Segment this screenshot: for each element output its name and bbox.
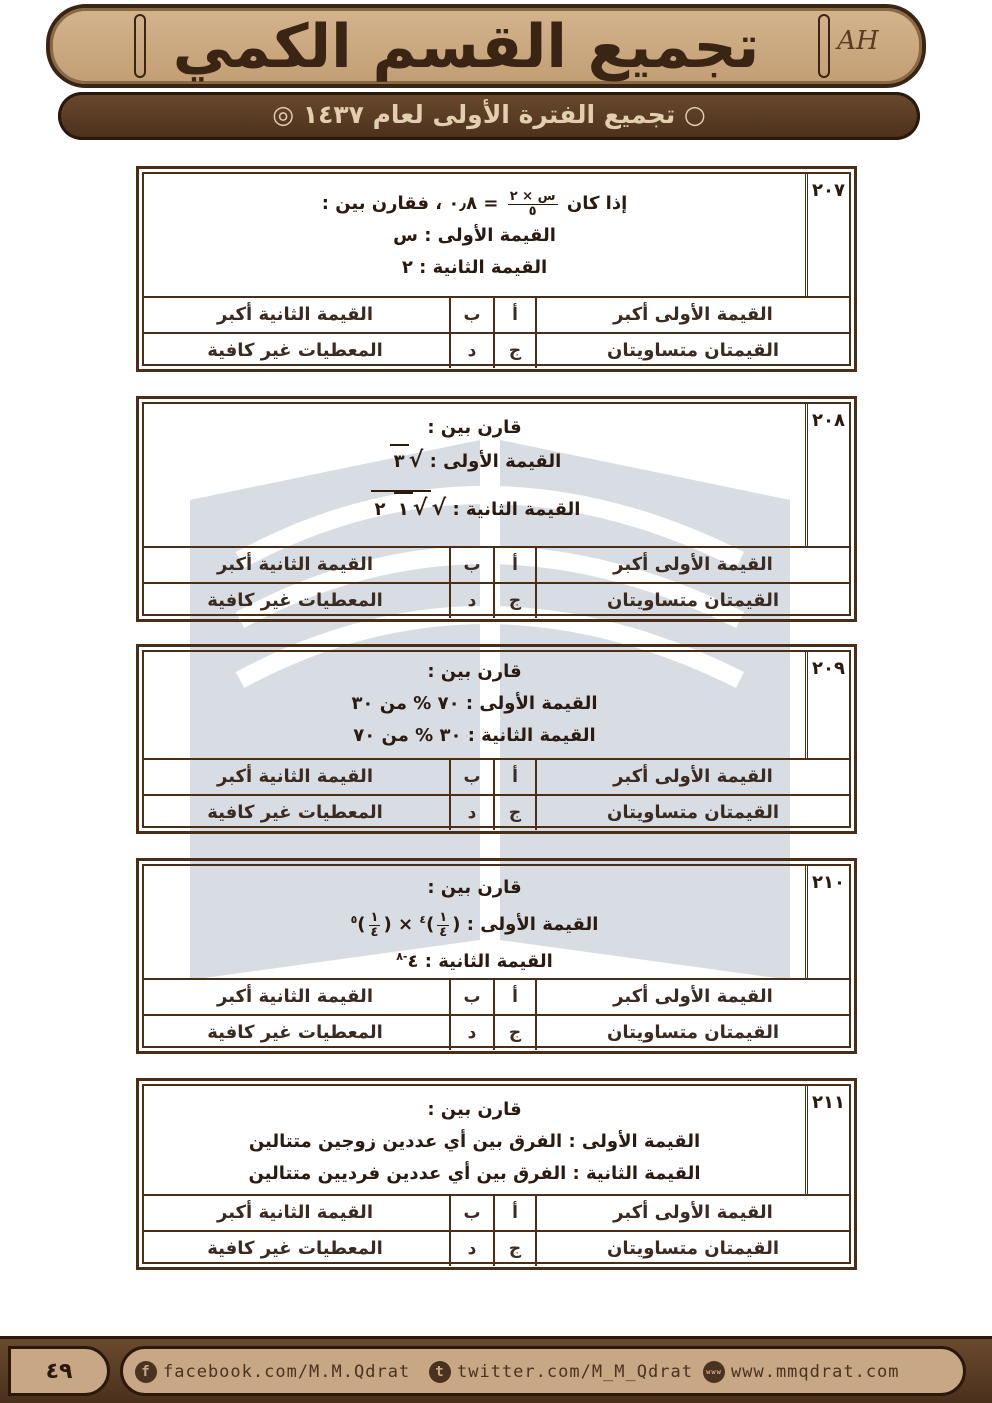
- sqrt-icon: √: [431, 496, 447, 521]
- stem-line-2: القيمة الأولى : الفرق بين أي عددين زوجين متتالين: [248, 1131, 701, 1152]
- option-d[interactable]: المعطيات غير كافية: [207, 1238, 383, 1259]
- question-frame: [142, 1084, 851, 1264]
- question-stem: [144, 1086, 805, 1196]
- option-c[interactable]: القيمتان متساويتان: [606, 1238, 780, 1259]
- option-d[interactable]: المعطيات غير كافية: [207, 802, 383, 823]
- options-row-1: [144, 296, 849, 332]
- option-c[interactable]: القيمتان متساويتان: [606, 590, 780, 611]
- header-banner: [46, 4, 926, 88]
- option-d[interactable]: المعطيات غير كافية: [207, 590, 383, 611]
- option-c-letter[interactable]: ج: [493, 1232, 537, 1266]
- options-row-2: [144, 1230, 849, 1266]
- option-a[interactable]: القيمة الأولى أكبر: [613, 986, 773, 1007]
- option-a[interactable]: القيمة الأولى أكبر: [613, 554, 773, 575]
- option-a-letter[interactable]: أ: [493, 548, 537, 582]
- social-links: [120, 1346, 966, 1396]
- fraction: $\frac{\text{س × ٢}}{٥}$: [509, 188, 556, 219]
- page-title: تجميع القسم الكمي: [172, 12, 760, 82]
- question-208: [136, 396, 857, 622]
- options-row-2: [144, 794, 849, 830]
- stem-line-3: القيمة الثانية : √√١ ٢: [144, 490, 805, 526]
- question-211: [136, 1078, 857, 1270]
- globe-icon: www: [703, 1361, 725, 1383]
- website-link[interactable]: www www.mmqdrat.com: [703, 1361, 900, 1383]
- option-d-letter[interactable]: د: [449, 796, 493, 830]
- stem-line-2: القيمة الأولى : ٧٠ % من ٣٠: [351, 693, 598, 714]
- option-a-letter[interactable]: أ: [493, 760, 537, 794]
- option-b[interactable]: القيمة الثانية أكبر: [217, 986, 373, 1007]
- option-b-letter[interactable]: ب: [449, 298, 493, 332]
- option-c-letter[interactable]: ج: [493, 584, 537, 618]
- options-row-2: [144, 332, 849, 368]
- option-a-letter[interactable]: أ: [493, 298, 537, 332]
- options-row-2: [144, 1014, 849, 1050]
- twitter-icon: t: [429, 1361, 451, 1383]
- sqrt-icon: √: [408, 448, 424, 473]
- stem-line-1: إذا كان $\frac{\text{س × ٢}}{٥}$ = ٠٫٨ ، فقارن بين :: [321, 188, 628, 219]
- page-number: ٤٩: [45, 1359, 73, 1384]
- option-a-letter[interactable]: أ: [493, 980, 537, 1014]
- question-stem: [144, 404, 805, 548]
- facebook-icon: f: [135, 1361, 157, 1383]
- question-209: [136, 644, 857, 834]
- option-d[interactable]: المعطيات غير كافية: [207, 1022, 383, 1043]
- stem-line-2: القيمة الأولى : س: [393, 225, 556, 246]
- stem-line-3: القيمة الثانية : ٢: [401, 257, 548, 278]
- option-d-letter[interactable]: د: [449, 584, 493, 618]
- option-b-letter[interactable]: ب: [449, 980, 493, 1014]
- question-stem: [144, 174, 805, 298]
- option-b-letter[interactable]: ب: [449, 548, 493, 582]
- option-b[interactable]: القيمة الثانية أكبر: [217, 304, 373, 325]
- stem-line-2: القيمة الأولى : ( $\frac{١}{٤}$ )$^٤$ × ( $\frac{١}{٤}$ )$^٥$: [350, 909, 599, 940]
- option-d-letter[interactable]: د: [449, 1232, 493, 1266]
- question-210: [136, 858, 857, 1054]
- option-c[interactable]: القيمتان متساويتان: [606, 340, 780, 361]
- stem-line-1: قارن بين :: [427, 1099, 522, 1120]
- option-c-letter[interactable]: ج: [493, 334, 537, 368]
- option-b[interactable]: القيمة الثانية أكبر: [217, 766, 373, 787]
- option-a[interactable]: القيمة الأولى أكبر: [613, 304, 773, 325]
- options-row-1: [144, 758, 849, 794]
- option-d-letter[interactable]: د: [449, 334, 493, 368]
- subtitle-banner: [58, 92, 920, 140]
- stem-line-1: قارن بين :: [427, 661, 522, 682]
- option-a[interactable]: القيمة الأولى أكبر: [613, 1202, 773, 1223]
- page-subtitle: ○ تجميع الفترة الأولى لعام ١٤٣٧ ◎: [272, 100, 706, 129]
- stem-line-1: قارن بين :: [427, 417, 522, 438]
- stem-line-1: قارن بين :: [427, 877, 522, 898]
- option-b-letter[interactable]: ب: [449, 760, 493, 794]
- options-row-2: [144, 582, 849, 618]
- option-b[interactable]: القيمة الثانية أكبر: [217, 554, 373, 575]
- fraction: $\frac{١}{٤}$: [370, 909, 379, 940]
- question-number: ٢٠٧: [805, 174, 849, 298]
- fraction: $\frac{١}{٤}$: [439, 909, 448, 940]
- stem-line-3: القيمة الثانية : $٤^{-٨}$: [396, 950, 553, 972]
- question-207: [136, 166, 857, 372]
- question-frame: [142, 402, 851, 616]
- question-number: ٢٠٨: [805, 404, 849, 548]
- sqrt-icon: √: [412, 496, 428, 521]
- page-number-badge: [8, 1346, 110, 1396]
- twitter-link[interactable]: t twitter.com/M_M_Qdrat: [429, 1361, 693, 1383]
- options-row-1: [144, 546, 849, 582]
- options-row-1: [144, 1194, 849, 1230]
- facebook-link[interactable]: f facebook.com/M.M.Qdrat: [135, 1361, 410, 1383]
- option-c[interactable]: القيمتان متساويتان: [606, 802, 780, 823]
- option-d-letter[interactable]: د: [449, 1016, 493, 1050]
- question-number: ٢١٠: [805, 866, 849, 980]
- option-a[interactable]: القيمة الأولى أكبر: [613, 766, 773, 787]
- option-d[interactable]: المعطيات غير كافية: [207, 340, 383, 361]
- option-b[interactable]: القيمة الثانية أكبر: [217, 1202, 373, 1223]
- stem-line-3: القيمة الثانية : الفرق بين أي عددين فرديين متتالين: [248, 1163, 701, 1184]
- option-a-letter[interactable]: أ: [493, 1196, 537, 1230]
- stem-line-2: القيمة الأولى : √٣: [144, 444, 805, 478]
- option-c-letter[interactable]: ج: [493, 1016, 537, 1050]
- question-frame: [142, 864, 851, 1048]
- question-frame: [142, 650, 851, 828]
- option-c-letter[interactable]: ج: [493, 796, 537, 830]
- brand-logo: AH: [837, 26, 879, 56]
- question-stem: [144, 866, 805, 980]
- question-stem: [144, 652, 805, 760]
- options-row-1: [144, 978, 849, 1014]
- question-number: ٢١١: [805, 1086, 849, 1196]
- question-frame: [142, 172, 851, 366]
- question-number: ٢٠٩: [805, 652, 849, 760]
- stem-line-3: القيمة الثانية : ٣٠ % من ٧٠: [353, 725, 596, 746]
- option-b-letter[interactable]: ب: [449, 1196, 493, 1230]
- option-c[interactable]: القيمتان متساويتان: [606, 1022, 780, 1043]
